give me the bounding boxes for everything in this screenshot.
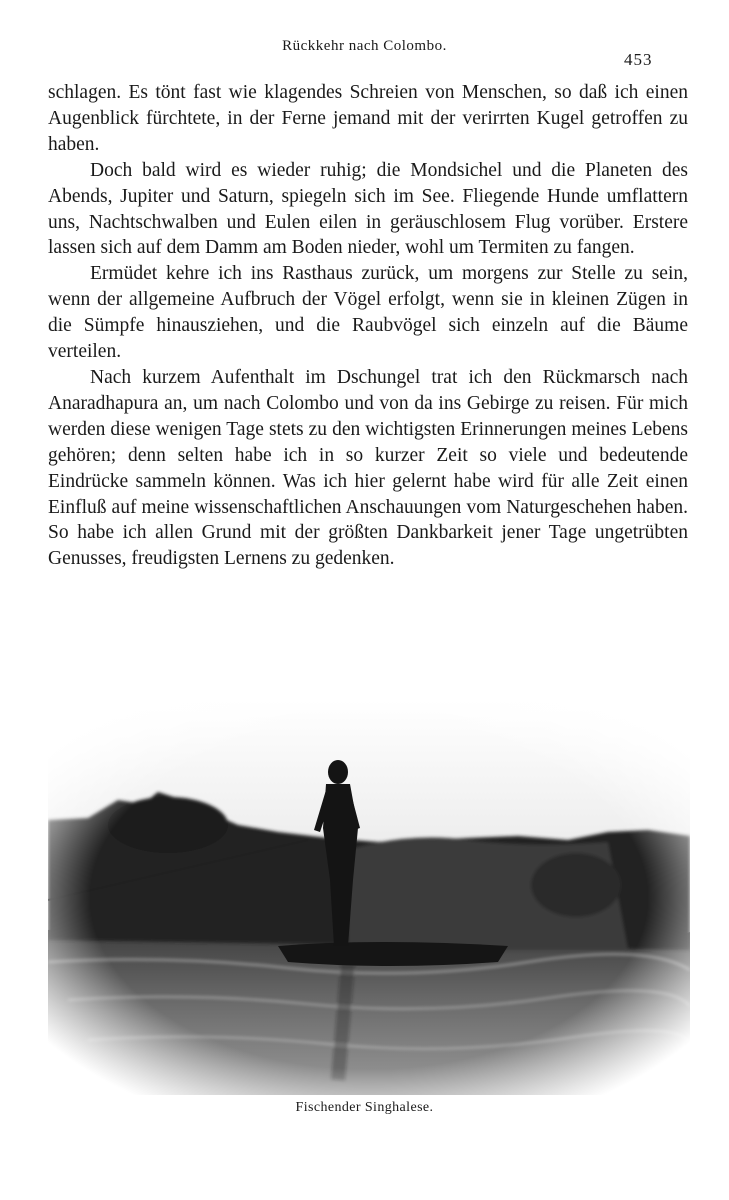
page-number: 453 bbox=[624, 50, 653, 69]
photograph bbox=[48, 700, 690, 1095]
running-head: Rückkehr nach Colombo. bbox=[282, 38, 447, 54]
paragraph: Doch bald wird es wieder ruhig; die Mondsichel und die Planeten des Abends, Jupiter und Saturn, spiegeln sich im See. Fliegende Hunde umflattern uns, Nachtschwalben und Eulen eilen in geräuschlosem Flug vorüber. Erstere lassen sich auf dem Damm am Boden nieder, wohl um Termiten zu fangen. bbox=[48, 159, 688, 259]
figure-caption: Fischender Singhalese. bbox=[295, 1100, 434, 1115]
paragraph: schlagen. Es tönt fast wie klagendes Schreien von Menschen, so daß ich einen Augenblick fürchtete, in der Ferne jemand mit der verirrten Kugel getroffen zu haben. bbox=[48, 82, 688, 155]
paragraph: Nach kurzem Aufenthalt im Dschungel trat ich den Rückmarsch nach Anaradhapura an, um nach Colombo und von da ins Gebirge zu reisen. Für mich werden diese wenigen Tage stets zu den wichtigsten Erinnerungen meines Lebens gehören; denn selten habe ich in so kurzer Zeit so viele und bedeutende Eindrücke sammeln können. Was ich hier gelernt habe wird für alle Zeit einen Einfluß auf meine wissenschaftlichen Anschauungen vom Naturgeschehen haben. So habe ich allen Grund mit der größten Dankbarkeit jener Tage ungetrübten Genusses, freudigsten Lernens zu gedenken. bbox=[48, 366, 688, 570]
body-text bbox=[48, 80, 688, 572]
paragraph: Ermüdet kehre ich ins Rasthaus zurück, um morgens zur Stelle zu sein, wenn der allgemeine Aufbruch der Vögel erfolgt, wenn sie in kleinen Zügen in die Sümpfe hinausziehen, und die Raubvögel sich einzeln auf die Bäume verteilen. bbox=[48, 263, 688, 363]
